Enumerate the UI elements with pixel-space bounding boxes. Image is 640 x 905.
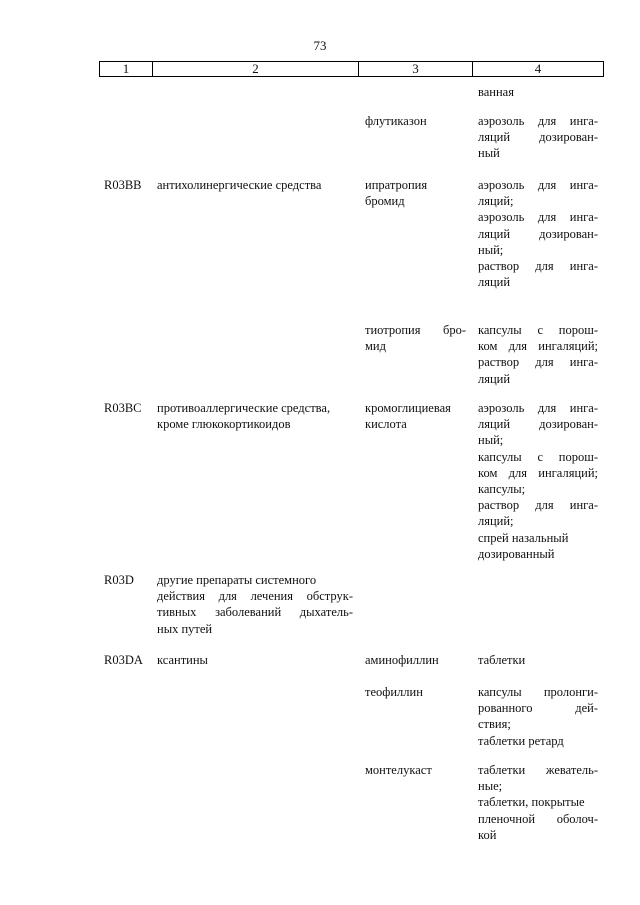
dosage-forms-line: спрей назальный bbox=[478, 530, 569, 545]
drug-name-line: аминофиллин bbox=[365, 653, 439, 667]
dosage-forms-line: ный bbox=[478, 146, 500, 161]
header-col-4: 4 bbox=[534, 61, 542, 76]
header-col-2: 2 bbox=[153, 62, 359, 76]
therapeutic-group-line: другие препараты системного bbox=[157, 573, 317, 587]
dosage-forms-line: аэрозоль для инга- bbox=[478, 178, 598, 192]
drug-name bbox=[365, 684, 466, 700]
dosage-forms-line: капсулы; bbox=[478, 482, 526, 497]
therapeutic-group-line: действия для лечения обструк- bbox=[157, 589, 353, 604]
atc-code: R03D bbox=[104, 573, 134, 587]
dosage-forms-line: таблетки ретард bbox=[478, 733, 564, 748]
dosage-forms bbox=[478, 762, 598, 843]
dosage-forms bbox=[478, 322, 598, 387]
drug-name-line: ипратропия bbox=[365, 178, 428, 192]
dosage-forms-line: ляций дозирован- bbox=[478, 417, 598, 432]
dosage-forms-line: раствор для инга- bbox=[478, 259, 598, 274]
dosage-forms-line: дозированный bbox=[478, 546, 555, 561]
dosage-forms bbox=[478, 400, 598, 562]
dosage-forms-line: ляций bbox=[478, 275, 511, 290]
dosage-forms-line: капсулы пролонги- bbox=[478, 685, 598, 699]
dosage-forms-line: ляций дозирован- bbox=[478, 130, 598, 145]
dosage-forms-line: аэрозоль для инга- bbox=[478, 210, 598, 225]
drug-name-line: монтелукаст bbox=[365, 763, 432, 777]
table-header bbox=[99, 61, 604, 77]
dosage-forms-line: ком для ингаляций; bbox=[478, 339, 598, 354]
dosage-forms-line: раствор для инга- bbox=[478, 498, 598, 513]
dosage-forms bbox=[478, 684, 598, 749]
dosage-forms bbox=[478, 84, 598, 100]
header-col-1: 1 bbox=[100, 62, 153, 76]
therapeutic-group bbox=[157, 400, 353, 432]
therapeutic-group-line: ксантины bbox=[157, 653, 208, 667]
drug-name-line: флутиказон bbox=[365, 114, 427, 128]
drug-name bbox=[365, 177, 466, 209]
dosage-forms-line: ный; bbox=[478, 242, 504, 257]
dosage-forms-line: ванная bbox=[478, 85, 514, 99]
atc-code: R03BC bbox=[104, 401, 142, 415]
dosage-forms-line: рованного дей- bbox=[478, 701, 598, 716]
dosage-forms-line: ный; bbox=[478, 433, 504, 448]
therapeutic-group-line: кроме глюкокортикоидов bbox=[157, 417, 291, 432]
dosage-forms-line: аэрозоль для инга- bbox=[478, 401, 598, 415]
drug-name bbox=[365, 652, 466, 668]
drug-name-line: кромоглициевая bbox=[365, 401, 451, 415]
dosage-forms-line: капсулы с порош- bbox=[478, 449, 598, 464]
therapeutic-group bbox=[157, 652, 353, 668]
dosage-forms-line: капсулы с порош- bbox=[478, 323, 598, 337]
dosage-forms-line: раствор для инга- bbox=[478, 355, 598, 370]
page-number: 73 bbox=[313, 38, 327, 53]
drug-name-line: теофиллин bbox=[365, 685, 423, 699]
dosage-forms bbox=[478, 177, 598, 290]
dosage-forms-line: ляций; bbox=[478, 514, 514, 529]
therapeutic-group-line: противоаллергические средства, bbox=[157, 401, 331, 415]
dosage-forms-line: ляций; bbox=[478, 194, 514, 209]
header-col-3: 3 bbox=[359, 62, 473, 76]
drug-name-line: тиотропия бро- bbox=[365, 323, 466, 337]
drug-name-line: мид bbox=[365, 339, 386, 354]
dosage-forms-line: таблетки bbox=[478, 653, 526, 667]
therapeutic-group bbox=[157, 177, 353, 193]
therapeutic-group-line: ных путей bbox=[157, 621, 213, 636]
therapeutic-group-line: антихолинергические средства bbox=[157, 178, 322, 192]
therapeutic-group bbox=[157, 572, 353, 637]
dosage-forms-line: ные; bbox=[478, 779, 503, 794]
dosage-forms-line: ком для ингаляций; bbox=[478, 465, 598, 480]
therapeutic-group-line: тивных заболеваний дыхатель- bbox=[157, 605, 353, 620]
atc-code: R03DA bbox=[104, 653, 143, 667]
drug-name bbox=[365, 113, 466, 129]
dosage-forms-line: аэрозоль для инга- bbox=[478, 114, 598, 128]
dosage-forms-line: пленочной оболоч- bbox=[478, 811, 598, 826]
dosage-forms-line: ляций bbox=[478, 371, 511, 386]
atc-code: R03BB bbox=[104, 178, 142, 192]
drug-name-line: кислота bbox=[365, 417, 407, 432]
drug-name bbox=[365, 322, 466, 354]
drug-name-line: бромид bbox=[365, 194, 405, 209]
dosage-forms-line: кой bbox=[478, 827, 497, 842]
drug-name bbox=[365, 762, 466, 778]
dosage-forms-line: ствия; bbox=[478, 717, 511, 732]
dosage-forms-line: таблетки, покрытые bbox=[478, 795, 585, 810]
dosage-forms-line: ляций дозирован- bbox=[478, 226, 598, 241]
dosage-forms bbox=[478, 652, 598, 668]
dosage-forms-line: таблетки жеватель- bbox=[478, 763, 598, 777]
drug-name bbox=[365, 400, 466, 432]
dosage-forms bbox=[478, 113, 598, 162]
